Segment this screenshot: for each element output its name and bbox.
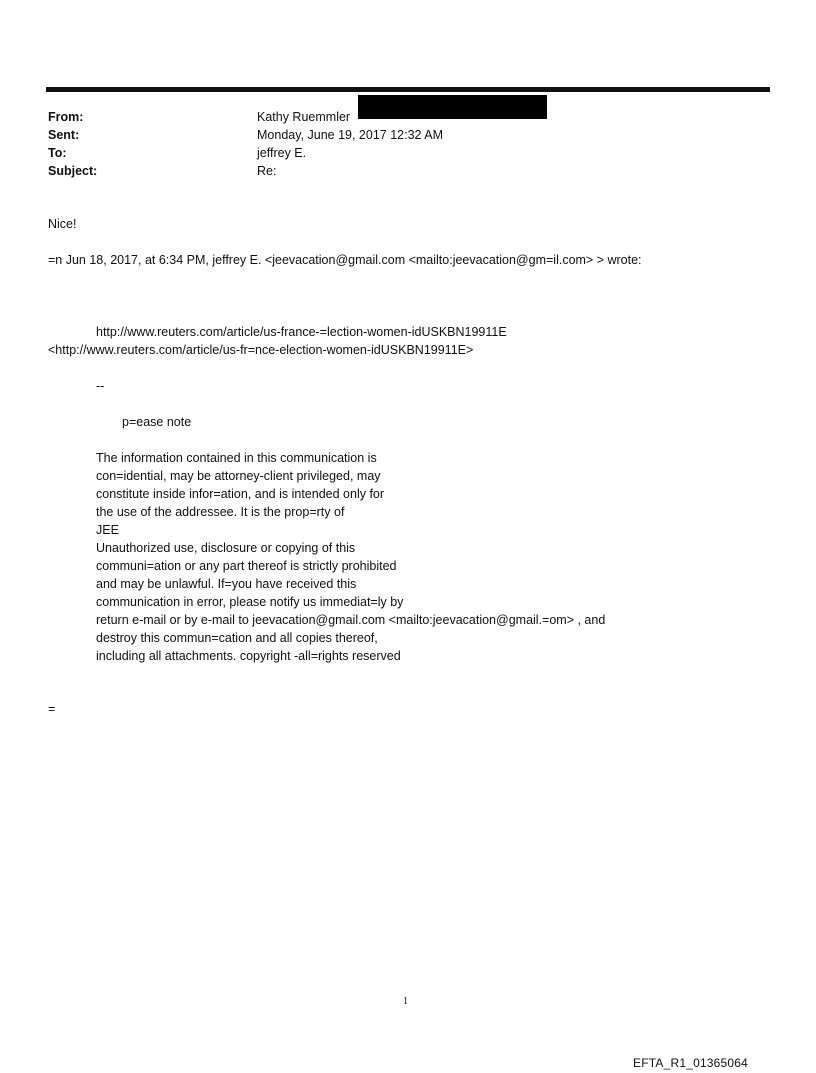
disclaimer-line: destroy this commun=cation and all copies thereof, xyxy=(96,631,378,645)
link-line-1: http://www.reuters.com/article/us-france-=lection-women-idUSKBN19911E xyxy=(96,325,507,339)
disclaimer-line: and may be unlawful. If=you have received this xyxy=(96,577,357,591)
separator: -- xyxy=(96,379,105,393)
disclaimer-line: return e-mail or by e-mail to jeevacation@gmail.com <mailto:jeevacation@gmail.=om> , and xyxy=(96,613,606,627)
trailing-mark: = xyxy=(48,702,56,716)
from-value: Kathy Ruemmler xyxy=(257,110,351,124)
quote-intro: =n Jun 18, 2017, at 6:34 PM, jeffrey E. <jeevacation@gmail.com <mailto:jeevacation@gm=il.com> > wrote: xyxy=(48,253,642,267)
greeting: Nice! xyxy=(48,217,77,231)
disclaimer-line: Unauthorized use, disclosure or copying of this xyxy=(96,541,356,555)
disclaimer-line: con=idential, may be attorney-client privileged, may xyxy=(96,469,381,483)
disclaimer-line: including all attachments. copyright -all=rights reserved xyxy=(96,649,401,663)
sent-value: Monday, June 19, 2017 12:32 AM xyxy=(257,128,444,142)
to-value: jeffrey E. xyxy=(257,146,307,160)
link-line-2: <http://www.reuters.com/article/us-fr=nce-election-women-idUSKBN19911E> xyxy=(48,343,474,357)
disclaimer-line: constitute inside infor=ation, and is intended only for xyxy=(96,487,385,501)
subject-value: Re: xyxy=(257,164,277,178)
subject-label: Subject: xyxy=(48,164,98,178)
disclaimer-line: communi=ation or any part thereof is strictly prohibited xyxy=(96,559,397,573)
redaction-box xyxy=(358,95,547,119)
to-label: To: xyxy=(48,146,67,160)
disclaimer-line: the use of the addressee. It is the prop=rty of xyxy=(96,505,345,519)
disclaimer-line: The information contained in this communication is xyxy=(96,451,377,465)
page-number: 1 xyxy=(403,996,408,1007)
sent-label: Sent: xyxy=(48,128,80,142)
disclaimer-line: communication in error, please notify us immediat=ly by xyxy=(96,595,404,609)
please-note: p=ease note xyxy=(122,415,192,429)
from-label: From: xyxy=(48,110,84,124)
disclaimer-line: JEE xyxy=(96,523,119,537)
bates-number: EFTA_R1_01365064 xyxy=(633,1056,749,1070)
header-rule xyxy=(46,87,770,92)
